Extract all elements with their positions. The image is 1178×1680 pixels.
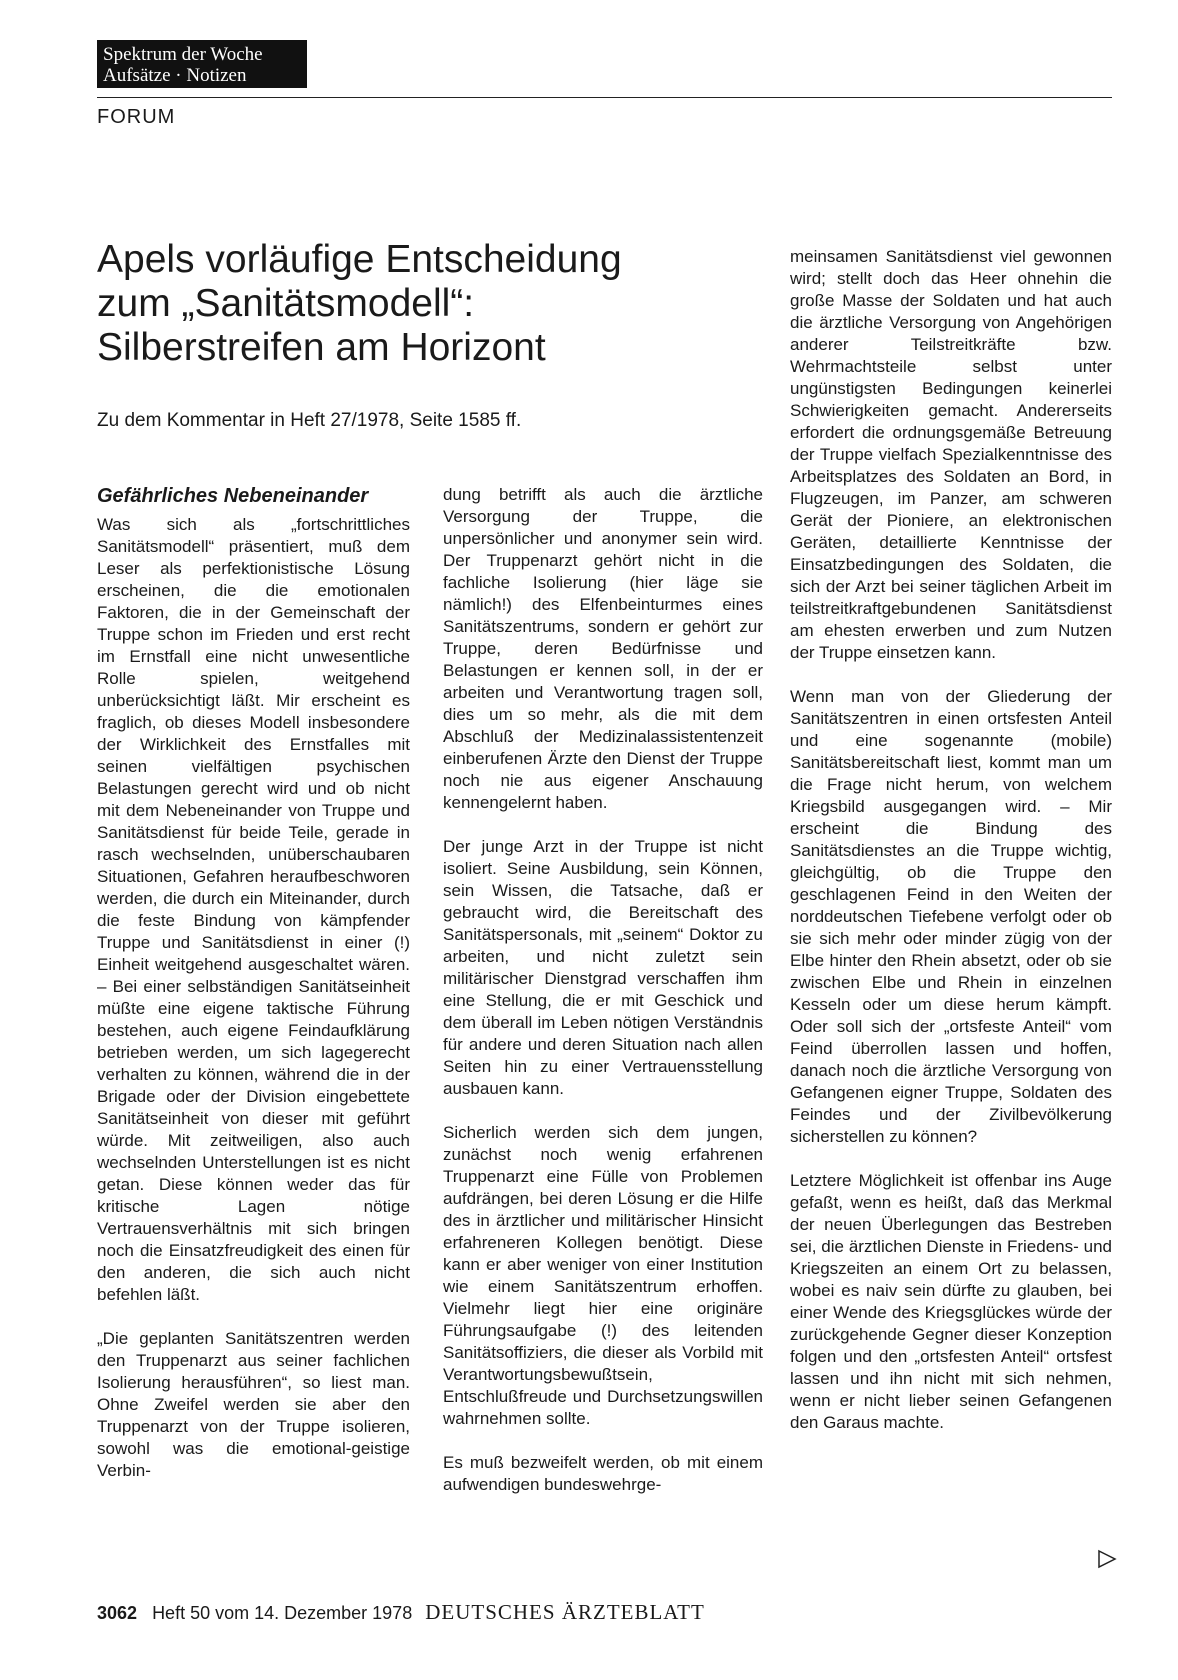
paragraph: Letztere Möglichkeit ist offenbar ins Auge gefaßt, wenn es heißt, daß das Merkmal der neuen Überlegungen das Bestreben sei, die ärztlichen Dienste in Friedens- und Kriegszeiten an einem Ort zu belassen, wobei es naiv sein dürfte zu glauben, bei einer Wende des Kriegsglückes würde der zurückgehende Gegner dieser Konzeption folgen und den „ortsfesten Anteil“ ortsfest lassen und ihn nicht mit sich nehmen, wenn er nicht lieber seinen Gefangenen den Garaus machte. xyxy=(790,1171,1112,1432)
page-number: 3062 xyxy=(97,1603,138,1623)
triangle-right-outline-icon xyxy=(1097,1549,1117,1569)
column-1 xyxy=(97,514,410,1504)
header-rule xyxy=(97,97,1112,98)
magazine-name: DEUTSCHES ÄRZTEBLATT xyxy=(425,1600,705,1624)
section-tag-line1: Spektrum der Woche xyxy=(103,44,263,65)
column-3 xyxy=(790,246,1112,1456)
kicker: FORUM xyxy=(97,106,176,128)
paragraph: meinsamen Sanitätsdienst viel gewonnen wird; stellt doch das Heer ohnehin die große Masse der Soldaten und hat auch die ärztliche Versorgung von Angehörigen anderer Teilstreitkräfte bzw. Wehrmachtsteile selbst unter ungünstigsten Bedingungen keinerlei Schwierigkeiten gemacht. Andererseits erfordert die ordnungsgemäße Betreuung der Truppe vielfach Spezialkenntnisse des Arbeitsplatzes des Soldaten an Bord, in Flugzeugen, im Panzer, am schweren Gerät der Pioniere, an elektronischen Geräten, detaillierte Kenntnisse der Einsatzbedingungen des Soldaten, die sich der Arzt bei seiner täglichen Arbeit im teilstreitkraftgebundenen Sanitätsdienst am ehesten erwerben und zum Nutzen der Truppe einsetzen kann. xyxy=(790,247,1112,662)
paragraph: Der junge Arzt in der Truppe ist nicht isoliert. Seine Ausbildung, sein Können, sein Wissen, die Tatsache, daß er gebraucht wird, die Bereitschaft des Sanitätspersonals, mit „seinem“ Doktor zu arbeiten, und nicht zuletzt sein militärischer Dienstgrad verschaffen ihm eine Stellung, die er mit Geschick und dem überall im Leben nötigen Verständnis für andere und deren Situation nach allen Seiten hin zu einer Vertrauensstellung ausbauen kann. xyxy=(443,837,763,1098)
reference-line: Zu dem Kommentar in Heft 27/1978, Seite 1585 ff. xyxy=(97,410,522,431)
footer xyxy=(97,1600,705,1625)
paragraph: Sicherlich werden sich dem jungen, zunächst noch wenig erfahrenen Truppenarzt eine Fülle von Problemen aufdrängen, bei deren Lösung er die Hilfe des in ärztlicher und militärischer Hinsicht erfahreneren Kollegen benötigt. Diese kann er aber weniger von einer Institution wie einem Sanitätszentrum erhoffen. Vielmehr liegt hier eine originäre Führungsaufgabe (!) des leitenden Sanitätsoffiziers, die dieser als Vorbild mit Verantwortungsbewußtsein, Entschlußfreude und Durchsetzungswillen wahrnehmen sollte. xyxy=(443,1123,763,1428)
section-tag xyxy=(97,40,307,88)
subheading: Gefährliches Nebeneinander xyxy=(97,485,369,507)
headline xyxy=(97,238,777,370)
headline-line1: Apels vorläufige Entscheidung xyxy=(97,238,622,281)
paragraph: „Die geplanten Sanitätszentren werden den Truppenarzt aus seiner fachlichen Isolierung herausführen“, so liest man. Ohne Zweifel werden sie aber den Truppenarzt von der Truppe isolieren, sowohl was die emotional-geistige Verbin- xyxy=(97,1329,410,1480)
paragraph: dung betrifft als auch die ärztliche Versorgung der Truppe, die unpersönlicher und anonymer sein wird. Der Truppenarzt gehört nicht in die fachliche Isolierung (hier läge sie nämlich!) des Elfenbeinturmes eines Sanitätszentrums, sondern er gehört zur Truppe, deren Bedürfnisse und Belastungen er kennen soll, in der er arbeiten und Verantwortung tragen soll, dies um so mehr, als die mit dem Abschluß der Medizinalassistentenzeit einberufenen Ärzte den Dienst der Truppe noch nie aus eigener Anschauung kennengelernt haben. xyxy=(443,485,763,812)
paragraph: Es muß bezweifelt werden, ob mit einem aufwendigen bundeswehrge- xyxy=(443,1453,763,1494)
issue-info: Heft 50 vom 14. Dezember 1978 xyxy=(152,1603,413,1623)
paragraph: Was sich als „fortschrittliches Sanitätsmodell“ präsentiert, muß dem Leser als perfektionistische Lösung erscheinen, die die emotionalen Faktoren, die in der Gemeinschaft der Truppe schon im Frieden und erst recht im Ernstfall eine nicht unwesentliche Rolle spielen, weitgehend unberücksichtigt läßt. Mir erscheint es fraglich, ob dieses Modell insbesondere der Wirklichkeit des Ernstfalles mit seinen vielfältigen psychischen Belastungen gerecht wird und ob nicht mit dem Nebeneinander von Truppe und Sanitätsdienst für beide Teile, gerade in rasch wechselnden, unüberschaubaren Situationen, Gefahren heraufbeschworen werden, die durch ein Miteinander, durch die feste Bindung von kämpfender Truppe und Sanitätsdienst in einer (!) Einheit weitgehend ausgeschaltet wären. – Bei einer selbständigen Sanitätseinheit müßte eine eigene taktische Führung bestehen, auch eigene Feindaufklärung betrieben werden, um sich lagegerecht verhalten zu können, während die in der Brigade oder der Division eingebettete Sanitätseinheit von dieser mit geführt würde. Mit zeitweiligen, also auch wechselnden Unterstellungen ist es nicht getan. Diese können weder das für kritische Lagen nötige Vertrauensverhältnis mit sich bringen noch die Einsatzfreudigkeit des einen für den anderen, die sich auch nicht befehlen läßt. xyxy=(97,515,410,1304)
headline-line3: Silberstreifen am Horizont xyxy=(97,326,546,369)
paragraph: Wenn man von der Gliederung der Sanitätszentren in einen ortsfesten Anteil und eine sogenannte (mobile) Sanitätsbereitschaft liest, kommt man um die Frage nicht herum, von welchem Kriegsbild ausgegangen wird. – Mir erscheint die Bindung des Sanitätsdienstes an die Truppe wichtig, gleichgültig, ob die Truppe den geschlagenen Feind in den Weiten der norddeutschen Tiefebene verfolgt oder ob sie sich mehr oder minder zügig von der Elbe hinter den Rhein absetzt, oder ob sie zwischen Elbe und Rhein in einzelnen Kesseln oder um diese herum kämpft. Oder soll sich der „ortsfeste Anteil“ vom Feind überrollen lassen und hoffen, danach noch die ärztliche Versorgung von Gefangenen eigner Truppe, Soldaten des Feindes und der Zivilbevölkerung sicherstellen zu können? xyxy=(790,687,1112,1146)
headline-line2: zum „Sanitätsmodell“: xyxy=(97,282,475,325)
column-2 xyxy=(443,484,763,1518)
section-tag-line2: Aufsätze · Notizen xyxy=(103,65,247,86)
